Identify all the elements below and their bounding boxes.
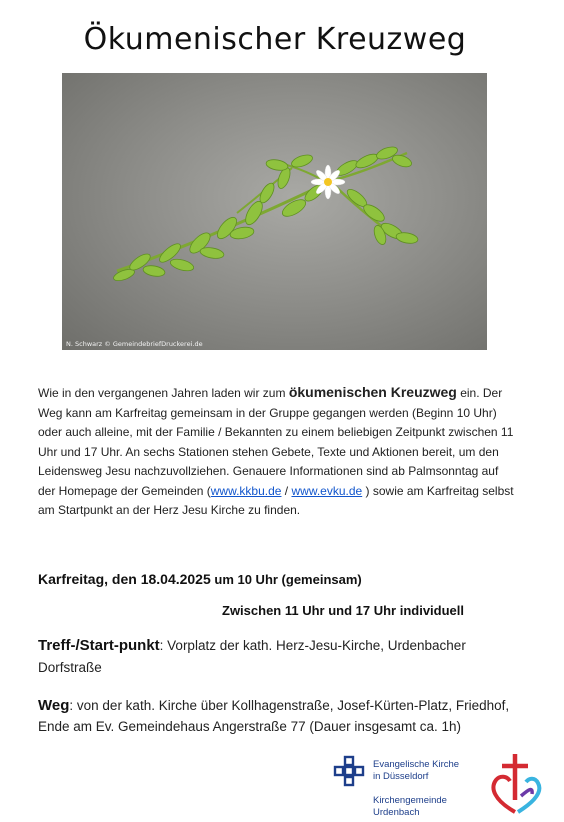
route	[38, 695, 518, 737]
date-line	[38, 571, 362, 587]
meeting-point	[38, 635, 518, 679]
route-text: : von der kath. Kirche über Kollhagenstraße, Josef-Kürten-Platz, Friedhof, Ende am Ev. Gemeindehaus Angerstraße 77 (Dauer insgesamt ca. 1h)	[38, 698, 510, 734]
page-title: Ökumenischer Kreuzweg	[83, 22, 467, 57]
meeting-text: : Vorplatz der kath. Herz-Jesu-Kirche, Urdenbacher Dorfstraße	[38, 638, 466, 675]
ekd-line-4: Urdenbach	[373, 806, 420, 818]
date-main: Karfreitag, den 18.04.2025	[38, 571, 211, 587]
ekd-line-3: Kirchengemeinde	[373, 795, 447, 806]
link-evku[interactable]: www.evku.de	[291, 483, 363, 498]
link-separator: /	[281, 483, 292, 498]
ekd-line-1: Evangelische Kirche	[373, 759, 460, 770]
individual-time: Zwischen 11 Uhr und 17 Uhr individuell	[222, 603, 464, 618]
cross-heart-logo-icon	[488, 750, 546, 820]
leaf-cross-with-daisy-image	[62, 73, 487, 350]
ekd-congregation	[373, 795, 447, 818]
date-time: um 10 Uhr (gemeinsam)	[210, 572, 362, 587]
intro-paragraph	[38, 383, 518, 521]
ekd-line-2: in Düsseldorf	[373, 770, 429, 782]
ekd-cross-icon	[333, 755, 365, 787]
intro-text-2: ein. Der Weg kann am Karfreitag gemeinsam in der Gruppe gegangen werden (Beginn 10 Uhr) oder auch alleine, mit der Familie / Bekannten zu einem beliebigen Zeitpunkt zwischen 11 Uhr und 17 Uhr. An sechs Stationen stehen Gebete, Texte und Aktionen bereit, um den Leidensweg Jesu nachzuvollziehen. Genauere Informationen sind ab Palmsonntag auf der Homepage der Gemeinden (	[38, 386, 514, 498]
intro-text-1: Wie in den vergangenen Jahren laden wir zum	[38, 386, 289, 400]
photo-credit: N. Schwarz © GemeindebriefDruckerei.de	[66, 340, 203, 348]
intro-emphasis: ökumenischen Kreuzweg	[288, 384, 457, 400]
ekd-name	[373, 759, 459, 782]
cover-photo	[62, 73, 487, 350]
intro-text-3: ) sowie am Karfreitag selbst am Startpunkt an der Herz Jesu Kirche zu finden.	[38, 483, 514, 517]
meeting-label: Treff-/Start-punkt	[38, 637, 160, 654]
link-kkbu[interactable]: www.kkbu.de	[210, 483, 282, 498]
route-label: Weg	[38, 697, 70, 714]
